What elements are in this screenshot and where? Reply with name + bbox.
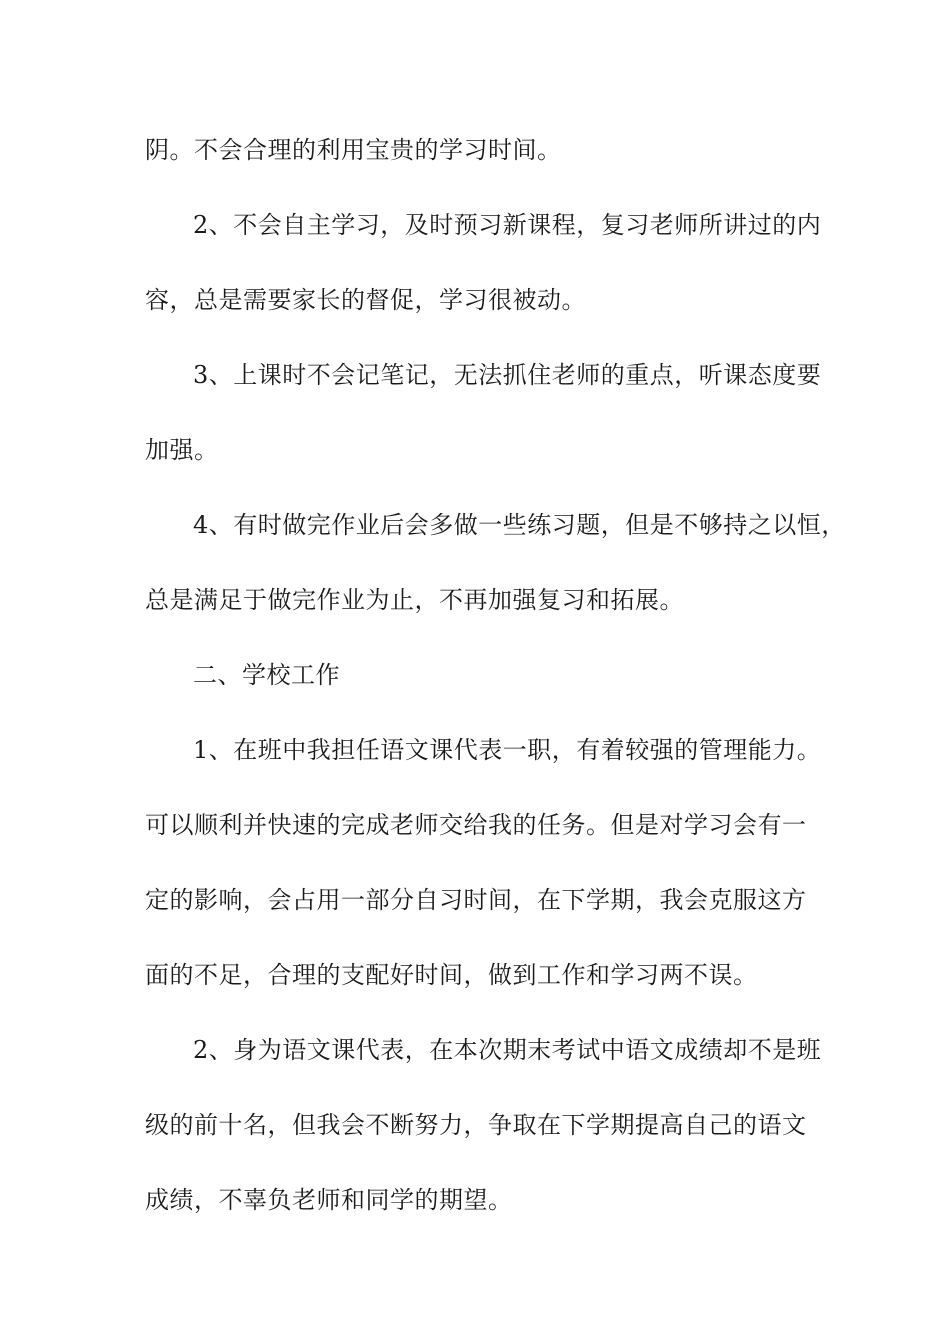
text-line: 3、上课时不会记笔记，无法抓住老师的重点，听课态度要	[193, 361, 822, 389]
text-line: 容，总是需要家长的督促，学习很被动。	[145, 286, 586, 314]
text-line: 4、有时做完作业后会多做一些练习题，但是不够持之以恒，	[193, 511, 846, 539]
text-line: 2、身为语文课代表，在本次期末考试中语文成绩却不是班	[193, 1036, 822, 1064]
text-line: 加强。	[145, 436, 219, 464]
text-line: 成绩，不辜负老师和同学的期望。	[145, 1186, 513, 1214]
text-line: 阴。不会合理的利用宝贵的学习时间。	[145, 136, 562, 164]
text-line: 2、不会自主学习，及时预习新课程，复习老师所讲过的内	[193, 211, 822, 239]
text-line: 总是满足于做完作业为止，不再加强复习和拓展。	[145, 586, 684, 614]
text-line: 面的不足，合理的支配好时间，做到工作和学习两不误。	[145, 961, 758, 989]
text-line: 级的前十名，但我会不断努力，争取在下学期提高自己的语文	[145, 1111, 807, 1139]
text-line: 定的影响，会占用一部分自习时间，在下学期，我会克服这方	[145, 886, 807, 914]
text-line: 1、在班中我担任语文课代表一职，有着较强的管理能力。	[193, 736, 822, 764]
text-line: 可以顺利并快速的完成老师交给我的任务。但是对学习会有一	[145, 811, 807, 839]
section-heading: 二、学校工作	[193, 661, 340, 689]
